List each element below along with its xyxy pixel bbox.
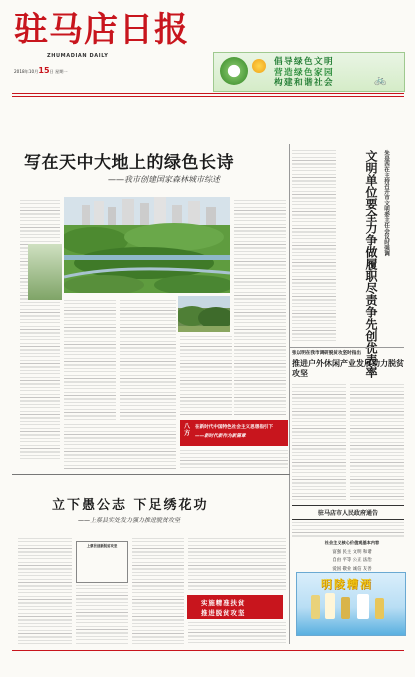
banner-slogans bbox=[274, 57, 334, 89]
date-prefix: 2018年10月 bbox=[14, 69, 39, 74]
second-subheadline: ——上蔡县实处发力强力推进脱贫攻坚 bbox=[78, 517, 181, 524]
values-row-1: 富强 民主 文明 和谐 bbox=[332, 549, 372, 555]
date-day: 15 bbox=[38, 66, 50, 75]
date-suffix: 日 星期一 bbox=[49, 69, 68, 74]
promo2-line-2: 推进脱贫攻坚 bbox=[201, 609, 246, 617]
footer-rule bbox=[12, 650, 404, 651]
poverty-promo-box[interactable] bbox=[187, 595, 283, 619]
forest-emblem-icon bbox=[220, 57, 248, 85]
masthead-logo: 驻马店日报 bbox=[14, 10, 189, 50]
core-values-box bbox=[300, 540, 404, 572]
second-article-body-4 bbox=[188, 538, 286, 592]
bottles-illustration bbox=[301, 591, 401, 621]
masthead-subtitle: ZHUMADIAN DAILY bbox=[47, 53, 109, 59]
column-rule bbox=[289, 144, 290, 644]
main-article-body-b3 bbox=[64, 424, 176, 470]
tree-photo bbox=[28, 244, 62, 300]
right-mid-kicker: 张以明在我市调研脱贫攻坚时指出 bbox=[292, 351, 361, 356]
promo-line-2: ——新时代新作为新篇章 bbox=[195, 434, 246, 439]
promo-mark: 八方 bbox=[183, 423, 190, 437]
values-row-2: 自由 平等 公正 法治 bbox=[332, 558, 372, 564]
park-photo bbox=[178, 296, 230, 332]
dateline bbox=[14, 66, 68, 75]
red-promo-box[interactable] bbox=[180, 420, 288, 446]
second-article-body-2 bbox=[76, 585, 128, 645]
main-article-body-c bbox=[180, 336, 232, 416]
boxed-note-title: 上蔡县创新脱贫攻坚 bbox=[86, 544, 118, 548]
notice-title: 驻马店市人民政府通告 bbox=[317, 510, 378, 517]
right-mid-title: 推进户外休闲产业发展助力脱贫攻坚 bbox=[292, 358, 404, 378]
right-kicker: 朱是西在主持召开市文明委主任会议时强调 bbox=[383, 150, 389, 257]
main-article-body-b2 bbox=[120, 300, 176, 420]
banner-line-3: 构建和谐社会 bbox=[274, 78, 334, 88]
city-forest-illustration bbox=[64, 197, 230, 293]
promo-line-1: 在新时代中国特色社会主义思想指引下 bbox=[195, 425, 274, 430]
right-divider bbox=[290, 347, 404, 348]
section-rule bbox=[12, 474, 290, 475]
sun-icon bbox=[252, 59, 266, 73]
promo2-line-1: 实施精准扶贫 bbox=[201, 599, 246, 607]
boxed-note bbox=[76, 541, 128, 583]
banner-line-1: 倡导绿色文明 bbox=[274, 57, 334, 67]
main-headline: 写在天中大地上的绿色长诗 bbox=[24, 153, 234, 173]
main-article-body-left bbox=[20, 200, 60, 462]
main-article-body-d bbox=[180, 450, 288, 470]
second-article-body-3 bbox=[132, 538, 184, 644]
right-mid-body-2 bbox=[350, 384, 404, 500]
main-article-body-right bbox=[234, 200, 286, 416]
masthead-rule-thin bbox=[12, 96, 404, 97]
values-row-3: 爱国 敬业 诚信 友善 bbox=[332, 566, 372, 572]
second-article-body-5 bbox=[188, 622, 286, 644]
bicycle-icon: 🚲 bbox=[374, 75, 387, 86]
second-article-body-1 bbox=[18, 538, 72, 644]
government-notice[interactable] bbox=[292, 505, 404, 520]
second-headline: 立下愚公志 下足绣花功 bbox=[52, 498, 209, 513]
ad-brand: 明陵糟酒 bbox=[321, 578, 373, 591]
main-article-body-b1 bbox=[64, 300, 116, 420]
green-banner bbox=[213, 52, 405, 92]
city-forest-photo bbox=[64, 197, 230, 293]
masthead-rule bbox=[12, 93, 404, 94]
notice-body bbox=[292, 522, 404, 538]
banner-line-2: 营造绿色家园 bbox=[274, 67, 334, 78]
right-article-body bbox=[292, 150, 336, 344]
liquor-advertisement[interactable] bbox=[296, 572, 406, 636]
right-headline: 文明单位要全力争做履职尽责争先创优表率 bbox=[364, 150, 378, 378]
park-illustration bbox=[178, 296, 230, 332]
right-mid-body-1 bbox=[292, 384, 346, 500]
values-title: 社会主义核心价值观基本内容 bbox=[324, 540, 380, 545]
main-subheadline: ——我市创建国家森林城市综述 bbox=[108, 175, 220, 184]
